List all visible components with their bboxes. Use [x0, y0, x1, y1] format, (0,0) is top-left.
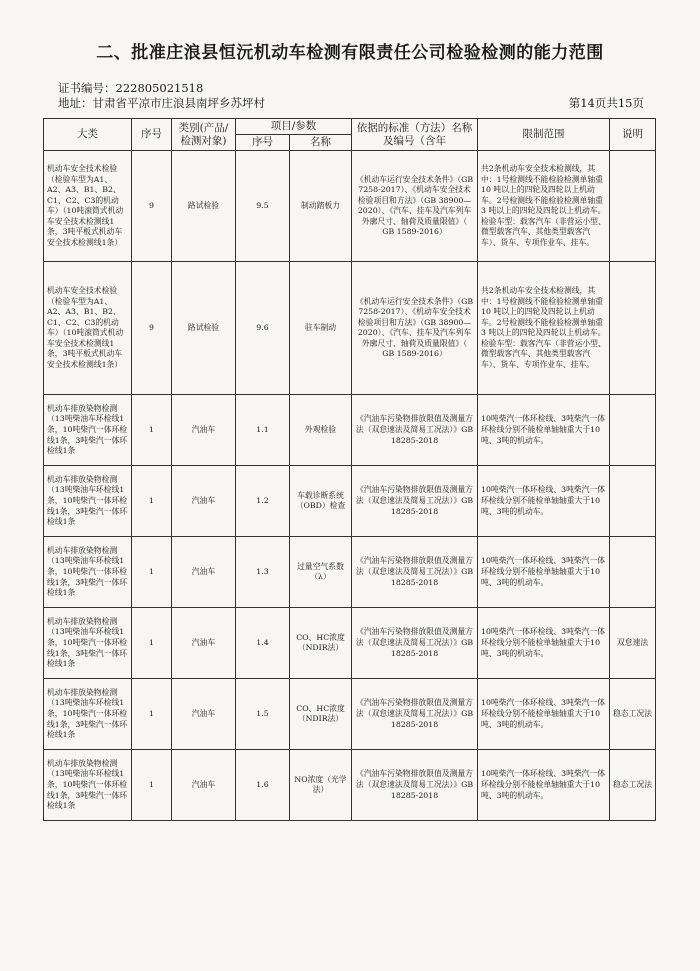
- cell-type: 汽油车: [172, 679, 236, 750]
- cell-type: 汽油车: [172, 395, 236, 466]
- cell-standard: 《汽油车污染物排放限值及测量方法（双怠速法及简易工况法）》GB 18285-2018: [352, 750, 478, 821]
- cell-note: 稳态工况法: [610, 679, 656, 750]
- cell-seq: 1: [132, 395, 172, 466]
- document-title: 二、批准庄浪县恒沅机动车检测有限责任公司检验检测的能力范围: [96, 43, 604, 63]
- cell-category: 机动车排放染物检测（13吨柴油车环检线1条，10吨柴汽一体环检线1条，3吨柴汽一体环检线1条: [44, 608, 132, 679]
- cell-category: 机动车排放染物检测（13吨柴油车环检线1条，10吨柴汽一体环检线1条，3吨柴汽一体环检线1条: [44, 750, 132, 821]
- cell-seq: 1: [132, 466, 172, 537]
- cell-item-name: 外观检验: [290, 395, 352, 466]
- page-number: 第14页共15页: [568, 96, 644, 110]
- cell-item-seq: 1.3: [236, 537, 290, 608]
- cell-item-seq: 9.5: [236, 151, 290, 262]
- cell-limit: 10吨柴汽一体环检线、3吨柴汽一体环检线分别不能检单轴轴重大于10吨、3吨的机动车。: [478, 679, 610, 750]
- cell-note: [610, 151, 656, 262]
- cell-item-name: 制动踏板力: [290, 151, 352, 262]
- cell-seq: 9: [132, 262, 172, 395]
- cell-item-seq: 1.1: [236, 395, 290, 466]
- cell-category: 机动车安全技术检验（检验车型为A1、A2、A3、B1、B2、C1、C2、C3的机动车）（10吨滚筒式机动车安全技术检测线1条，3吨平板式机动车安全技术检测线1条）: [44, 151, 132, 262]
- header-note: 说明: [610, 119, 656, 151]
- address: 地址：甘肃省平凉市庄浪县南坪乡苏坪村: [58, 96, 265, 110]
- cell-limit: 10吨柴汽一体环检线、3吨柴汽一体环检线分别不能检单轴轴重大于10吨、3吨的机动车。: [478, 466, 610, 537]
- cell-type: 汽油车: [172, 608, 236, 679]
- cell-seq: 9: [132, 151, 172, 262]
- cell-item-seq: 9.6: [236, 262, 290, 395]
- table-row: [44, 679, 656, 750]
- header-type: 类别(产品/检测对象): [172, 119, 236, 151]
- cell-category: 机动车排放染物检测（13吨柴油车环检线1条，10吨柴汽一体环检线1条，3吨柴汽一体环检线1条: [44, 466, 132, 537]
- table-row: [44, 395, 656, 466]
- cell-item-name: 车载诊断系统（OBD）检查: [290, 466, 352, 537]
- cell-seq: 1: [132, 679, 172, 750]
- cell-seq: 1: [132, 750, 172, 821]
- cell-limit: 共2条机动车安全技术检测线，其中：1号检测线不能检验检测单轴重10 吨以上的四轮及四轮以上机动车。2号检测线不能检验检测单轴重3 吨以上的四轮及四轮以上机动车。检验车型：载客汽车（非营运小型、微型载客汽车、其他类型载客汽车）、货车、专项作业车、挂车。: [478, 262, 610, 395]
- cell-item-seq: 1.5: [236, 679, 290, 750]
- cell-note: 稳态工况法: [610, 750, 656, 821]
- cell-note: [610, 537, 656, 608]
- cell-seq: 1: [132, 537, 172, 608]
- cell-category: 机动车排放染物检测（13吨柴油车环检线1条，10吨柴汽一体环检线1条，3吨柴汽一体环检线1条: [44, 679, 132, 750]
- cell-standard: 《汽油车污染物排放限值及测量方法（双怠速法及简易工况法）》GB 18285-2018: [352, 395, 478, 466]
- cell-standard: 《汽油车污染物排放限值及测量方法（双怠速法及简易工况法）》GB 18285-2018: [352, 537, 478, 608]
- cell-limit: 10吨柴汽一体环检线、3吨柴汽一体环检线分别不能检单轴轴重大于10吨、3吨的机动车。: [478, 750, 610, 821]
- cell-limit: 共2条机动车安全技术检测线，其中：1号检测线不能检验检测单轴重10 吨以上的四轮及四轮以上机动车。2号检测线不能检验检测单轴重3 吨以上的四轮及四轮以上机动车。检验车型：载客汽车（非营运小型、微型载客汽车、其他类型载客汽车）、货车、专项作业车、挂车。: [478, 151, 610, 262]
- header-standard: 依据的标准（方法）名称及编号（含年: [352, 119, 478, 151]
- certificate-number: 证书编号：222805021518: [58, 81, 204, 95]
- cell-note: [610, 262, 656, 395]
- cell-standard: 《机动车运行安全技术条件》（GB 7258-2017）、《机动车安全技术检验项目和方法》（GB 38900—2020）、《汽车、挂车及汽车列车外廓尺寸、轴荷及质量限值》（ GB 1589-2016）: [352, 151, 478, 262]
- header-item-seq: 序号: [236, 135, 290, 151]
- table-row: [44, 262, 656, 395]
- cell-note: [610, 466, 656, 537]
- table-row: [44, 151, 656, 262]
- cell-seq: 1: [132, 608, 172, 679]
- cell-standard: 《汽油车污染物排放限值及测量方法（双怠速法及简易工况法）》GB 18285-2018: [352, 466, 478, 537]
- cell-standard: 《汽油车污染物排放限值及测量方法（双怠速法及简易工况法）》GB 18285-2018: [352, 608, 478, 679]
- cell-limit: 10吨柴汽一体环检线、3吨柴汽一体环检线分别不能检单轴轴重大于10吨、3吨的机动车。: [478, 608, 610, 679]
- table-row: [44, 608, 656, 679]
- cell-item-seq: 1.2: [236, 466, 290, 537]
- table-row: [44, 750, 656, 821]
- table-row: [44, 466, 656, 537]
- cell-item-name: 过量空气系数（λ）: [290, 537, 352, 608]
- cell-standard: 《机动车运行安全技术条件》（GB 7258-2017）、《机动车安全技术检验项目和方法》（GB 38900—2020）、《汽车、挂车及汽车列车外廓尺寸、轴荷及质量限值》（ GB 1589-2016）: [352, 262, 478, 395]
- header-seq: 序号: [132, 119, 172, 151]
- cell-limit: 10吨柴汽一体环检线、3吨柴汽一体环检线分别不能检单轴轴重大于10吨、3吨的机动车。: [478, 395, 610, 466]
- cell-category: 机动车排放染物检测（13吨柴油车环检线1条，10吨柴汽一体环检线1条，3吨柴汽一体环检线1条: [44, 395, 132, 466]
- cell-note: [610, 395, 656, 466]
- cell-item-name: CO、HC浓度（NDIR法）: [290, 679, 352, 750]
- table-row: [44, 537, 656, 608]
- header-limit: 限制范围: [478, 119, 610, 151]
- cell-item-name: NO浓度（光学法）: [290, 750, 352, 821]
- header-item: 项目/参数: [236, 119, 352, 135]
- cell-item-name: 驻车制动: [290, 262, 352, 395]
- cell-item-seq: 1.6: [236, 750, 290, 821]
- header-category: 大类: [44, 119, 132, 151]
- cell-type: 路试检验: [172, 262, 236, 395]
- scope-table: [43, 118, 656, 821]
- cell-item-name: CO、HC浓度（NDIR法）: [290, 608, 352, 679]
- cell-note: 双怠速法: [610, 608, 656, 679]
- cell-type: 汽油车: [172, 750, 236, 821]
- cell-item-seq: 1.4: [236, 608, 290, 679]
- header-item-name: 名称: [290, 135, 352, 151]
- cell-type: 路试检验: [172, 151, 236, 262]
- cell-type: 汽油车: [172, 537, 236, 608]
- cell-type: 汽油车: [172, 466, 236, 537]
- cell-category: 机动车安全技术检验（检验车型为A1、A2、A3、B1、B2、C1、C2、C3的机动车）（10吨滚筒式机动车安全技术检测线1条，3吨平板式机动车安全技术检测线1条）: [44, 262, 132, 395]
- cell-limit: 10吨柴汽一体环检线、3吨柴汽一体环检线分别不能检单轴轴重大于10吨、3吨的机动车。: [478, 537, 610, 608]
- cell-standard: 《汽油车污染物排放限值及测量方法（双怠速法及简易工况法）》GB 18285-2018: [352, 679, 478, 750]
- cell-category: 机动车排放染物检测（13吨柴油车环检线1条，10吨柴汽一体环检线1条，3吨柴汽一体环检线1条: [44, 537, 132, 608]
